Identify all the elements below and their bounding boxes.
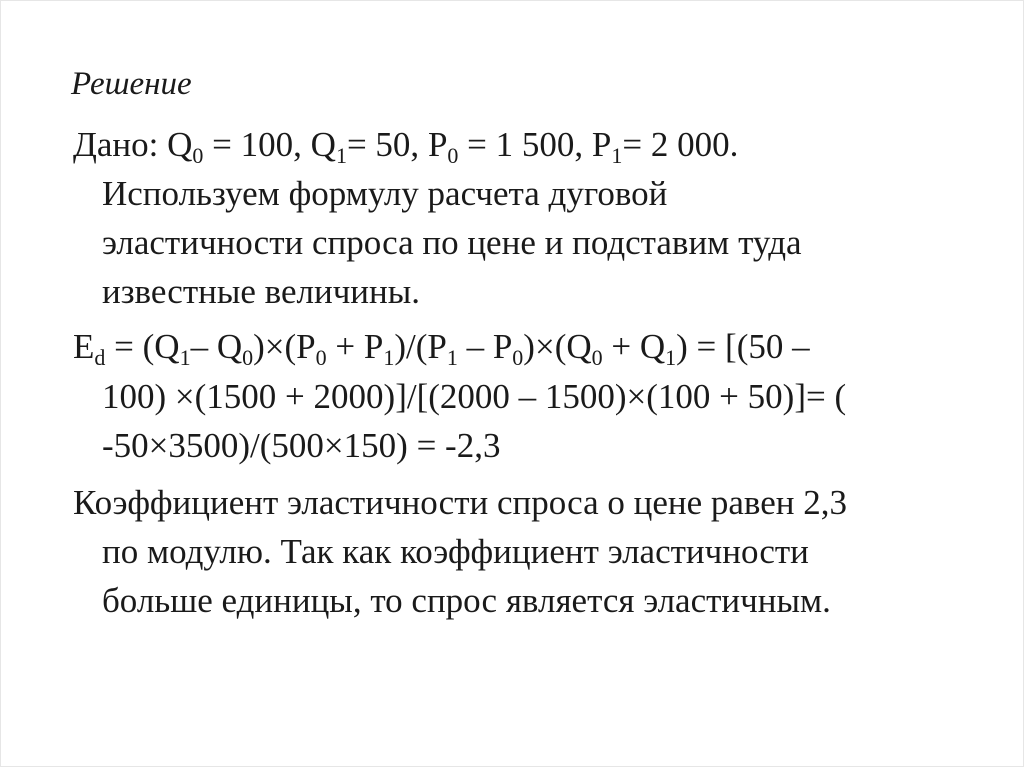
explanation-line: Используем формулу расчета дуговой bbox=[102, 174, 668, 213]
q1-value: = 50, bbox=[346, 125, 420, 164]
subscript-0: 0 bbox=[591, 345, 603, 370]
elasticity-formula-line bbox=[73, 327, 810, 370]
subscript-d: d bbox=[94, 345, 106, 370]
subscript-0: 0 bbox=[315, 345, 327, 370]
subscript-1: 1 bbox=[611, 143, 623, 168]
explanation-line: известные величины. bbox=[102, 272, 421, 311]
subscript-0: 0 bbox=[242, 345, 254, 370]
subscript-1: 1 bbox=[335, 143, 347, 168]
q0-value: = 100, bbox=[203, 125, 302, 164]
subscript-0: 0 bbox=[512, 345, 524, 370]
p-symbol: P bbox=[591, 125, 612, 164]
given-label: Дано: bbox=[73, 125, 159, 164]
formula-part: ) = [(50 – bbox=[676, 327, 810, 366]
conclusion-line: по модулю. Так как коэффициент эластичности bbox=[102, 532, 809, 571]
subscript-0: 0 bbox=[447, 143, 459, 168]
subscript-1: 1 bbox=[446, 345, 458, 370]
q-symbol: Q bbox=[167, 125, 193, 164]
formula-part: )/(P bbox=[394, 327, 447, 366]
formula-part: – Q bbox=[190, 327, 243, 366]
formula-line: 100) ×(1500 + 2000)]/[(2000 – 1500)×(100 + 50)]= ( bbox=[102, 377, 847, 416]
subscript-1: 1 bbox=[383, 345, 395, 370]
q-symbol: Q bbox=[310, 125, 336, 164]
given-line bbox=[73, 125, 739, 168]
subscript-0: 0 bbox=[192, 143, 204, 168]
formula-part: )×(Q bbox=[523, 327, 592, 366]
formula-part: + P bbox=[326, 327, 384, 366]
formula-part: – P bbox=[457, 327, 513, 366]
subscript-1: 1 bbox=[665, 345, 677, 370]
conclusion-line: больше единицы, то спрос является эластичным. bbox=[102, 581, 831, 620]
p1-value: = 2 000. bbox=[622, 125, 739, 164]
p-symbol: P bbox=[427, 125, 448, 164]
conclusion-line: Коэффициент эластичности спроса о цене равен 2,3 bbox=[73, 483, 847, 522]
p0-value: = 1 500, bbox=[458, 125, 584, 164]
e-symbol: E bbox=[73, 327, 95, 366]
formula-part: + Q bbox=[602, 327, 666, 366]
formula-part: )×(P bbox=[253, 327, 316, 366]
formula-part: = (Q bbox=[105, 327, 180, 366]
formula-result-line: -50×3500)/(500×150) = -2,3 bbox=[102, 426, 501, 465]
subscript-1: 1 bbox=[179, 345, 191, 370]
solution-heading: Решение bbox=[71, 66, 192, 102]
explanation-line: эластичности спроса по цене и подставим туда bbox=[102, 223, 802, 262]
